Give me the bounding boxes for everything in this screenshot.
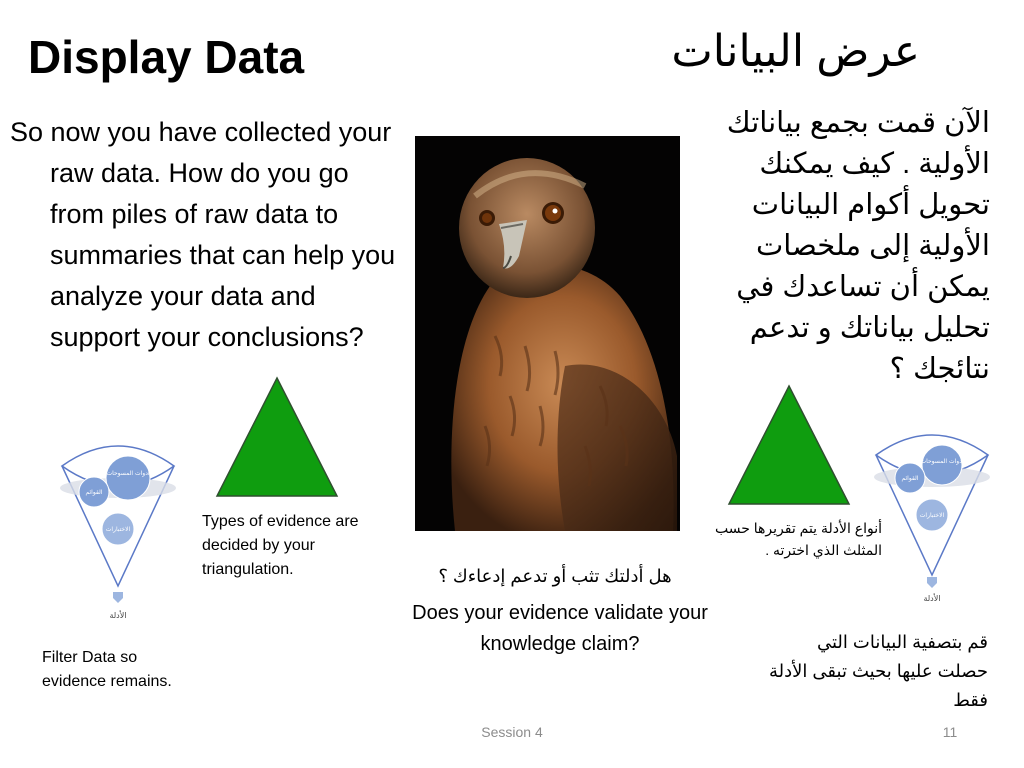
funnel-right-circle1-label: أدوات المسوحات <box>920 458 964 465</box>
funnel-diagram-left <box>58 436 178 626</box>
funnel-diagram-right <box>872 425 992 615</box>
footer-page-number: 11 <box>942 724 958 740</box>
body-text-arabic: الآن قمت بجمع بياناتك الأولية . كيف يمكنك تحويل أكوام البيانات الأولية إلى ملخصات يمكن أن تساعدك في تحليل بياناتك و تدعم نتائجك ؟ <box>726 107 990 385</box>
footer-session: Session 4 <box>481 724 543 740</box>
funnel-left-circle2-label: القوائم <box>85 489 103 496</box>
question-arabic: هل أدلتك تثب أو تدعم إدعاءك ؟ <box>438 566 672 586</box>
triangle-right <box>727 384 851 511</box>
funnel-right-circle2-label: القوائم <box>901 475 919 482</box>
slide-title-arabic: عرض البيانات <box>671 27 920 76</box>
funnel-left-circle3-label: الاختبارات <box>105 526 131 533</box>
filter-note-arabic: قم بتصفية البيانات التي حصلت عليها بحيث تبقى الأدلة فقط <box>769 632 988 710</box>
body-text-english: So now you have collected your raw data. How do you go from piles of raw data to summaries that can help you analyze your data and support your conclusions? <box>10 117 396 352</box>
caption-evidence-types-english: Types of evidence are decided by your triangulation. <box>202 513 359 578</box>
question-english: Does your evidence validate your knowledge claim? <box>412 602 708 655</box>
triangle-left <box>215 376 339 503</box>
caption-evidence-types-arabic: أنواع الأدلة يتم تقريرها حسب المثلث الذي اخترته . <box>714 520 882 558</box>
filter-note-english: Filter Data so evidence remains. <box>42 649 172 690</box>
funnel-left-circle1-label: أدوات المسوحات <box>106 470 150 477</box>
funnel-left-bottom-label: الأدلة <box>109 611 127 620</box>
funnel-right-circle3-label: الاختبارات <box>919 512 945 519</box>
hawk-photo <box>415 136 680 531</box>
funnel-right-bottom-label: الأدلة <box>923 594 941 603</box>
slide-title-english: Display Data <box>28 31 305 83</box>
